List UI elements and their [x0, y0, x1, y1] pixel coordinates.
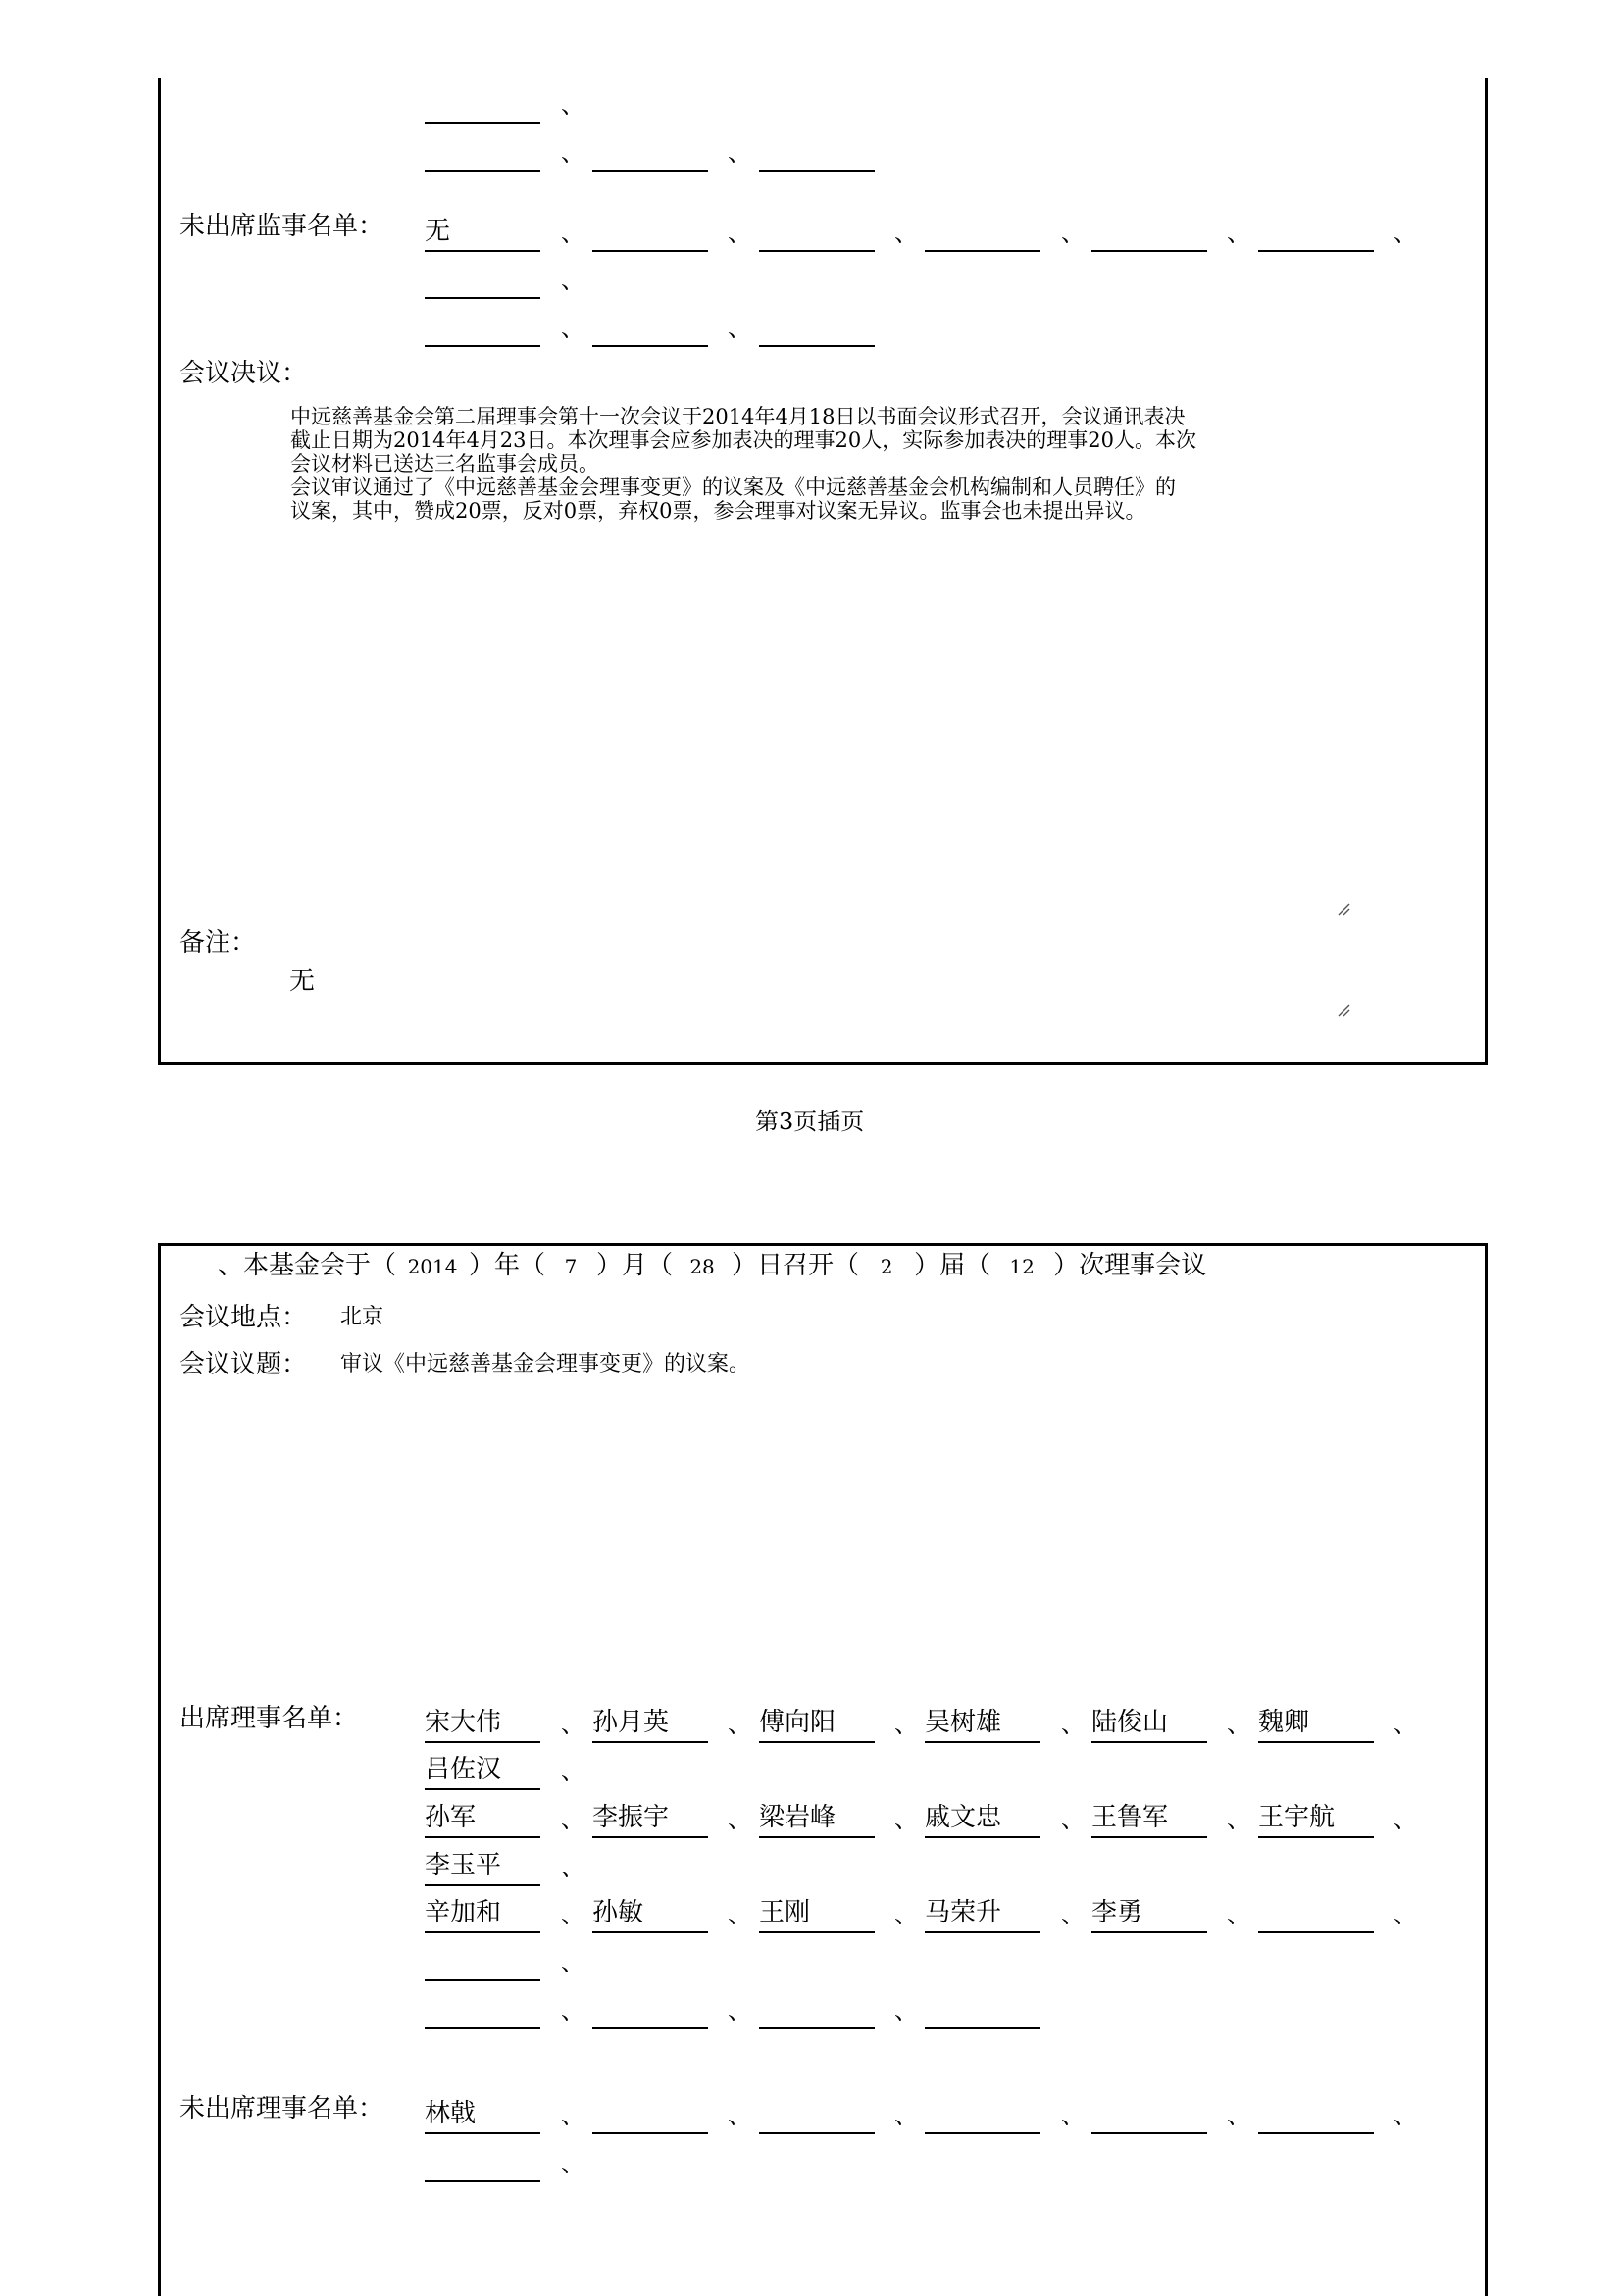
list-separator: 、	[1394, 220, 1417, 247]
header-session-suffix: ）届（	[914, 1251, 991, 1280]
page-insert-label: 第3页插页	[755, 1108, 865, 1135]
name-field[interactable]: 吴树雄	[925, 1704, 1040, 1743]
list-separator: 、	[1227, 220, 1250, 247]
resolution-line: 议案，其中，赞成20票，反对0票，弃权0票，参会理事对议案无异议。监事会也未提出异议。	[290, 499, 1146, 523]
list-separator: 、	[1394, 1901, 1417, 1928]
list-separator: 、	[1061, 1901, 1085, 1928]
resize-handle-icon[interactable]	[1337, 902, 1350, 916]
name-field[interactable]: 无	[425, 213, 540, 252]
list-separator: 、	[728, 315, 751, 342]
name-field[interactable]: 王鲁军	[1091, 1799, 1207, 1838]
header-session[interactable]: 2	[880, 1255, 893, 1278]
list-separator: 、	[728, 1901, 751, 1928]
name-field[interactable]: 宋大伟	[425, 1704, 540, 1743]
name-field[interactable]: 吕佐汉	[425, 1751, 540, 1790]
name-field[interactable]	[592, 308, 708, 347]
name-field[interactable]: 傅向阳	[759, 1704, 875, 1743]
header-year[interactable]: 2014	[407, 1255, 458, 1278]
name-field[interactable]	[425, 132, 540, 172]
name-field[interactable]	[425, 2143, 540, 2182]
list-separator: 、	[561, 2102, 584, 2129]
name-field[interactable]	[759, 213, 875, 252]
name-field[interactable]: 孙敏	[592, 1894, 708, 1933]
list-separator: 、	[894, 220, 918, 247]
list-separator: 、	[561, 1997, 584, 2024]
list-separator: 、	[1061, 1711, 1085, 1738]
resolution-line: 会议材料已送达三名监事会成员。	[290, 452, 599, 475]
list-separator: 、	[561, 139, 584, 167]
list-separator: 、	[561, 267, 584, 294]
list-separator: 、	[894, 1997, 918, 2024]
name-field[interactable]: 李振宇	[592, 1799, 708, 1838]
name-field[interactable]	[425, 1990, 540, 2029]
list-separator: 、	[561, 220, 584, 247]
name-field[interactable]: 李玉平	[425, 1847, 540, 1886]
list-separator: 、	[1394, 1711, 1417, 1738]
name-field[interactable]	[925, 213, 1040, 252]
list-separator: 、	[1227, 2102, 1250, 2129]
list-separator: 、	[1227, 1901, 1250, 1928]
resize-handle-icon[interactable]	[1337, 1003, 1350, 1017]
list-separator: 、	[561, 91, 584, 119]
name-field[interactable]	[425, 260, 540, 299]
list-separator: 、	[561, 315, 584, 342]
name-field[interactable]	[425, 308, 540, 347]
name-field[interactable]	[759, 1990, 875, 2029]
name-field[interactable]	[759, 132, 875, 172]
topic-value[interactable]: 审议《中远慈善基金会理事变更》的议案。	[340, 1352, 751, 1376]
list-separator: 、	[561, 1949, 584, 1976]
header-month[interactable]: 7	[564, 1255, 578, 1278]
list-separator: 、	[728, 2102, 751, 2129]
header-prefix: 、本基金会于（	[218, 1251, 397, 1280]
list-separator: 、	[894, 1711, 918, 1738]
location-label: 会议地点：	[179, 1303, 308, 1332]
list-separator: 、	[561, 1854, 584, 1881]
remarks-value[interactable]: 无	[289, 967, 316, 996]
name-field[interactable]	[592, 2095, 708, 2134]
resolution-line: 截止日期为2014年4月23日。本次理事会应参加表决的理事20人，实际参加表决的理事20人。本次	[290, 428, 1196, 452]
list-separator: 、	[1227, 1806, 1250, 1833]
name-field[interactable]: 魏卿	[1258, 1704, 1374, 1743]
remarks-label: 备注：	[179, 928, 257, 958]
list-separator: 、	[728, 220, 751, 247]
bottom-form-frame	[158, 1243, 1488, 2296]
absent-supervisors-label: 未出席监事名单：	[179, 212, 384, 241]
name-field[interactable]	[759, 308, 875, 347]
location-value[interactable]: 北京	[340, 1305, 384, 1329]
list-separator: 、	[561, 1806, 584, 1833]
name-field[interactable]	[1258, 1894, 1374, 1933]
header-meeting-suffix: ）次理事会议	[1053, 1251, 1207, 1280]
topic-label: 会议议题：	[179, 1350, 308, 1379]
name-field[interactable]	[1258, 2095, 1374, 2134]
name-field[interactable]	[925, 2095, 1040, 2134]
list-separator: 、	[561, 2150, 584, 2177]
list-separator: 、	[894, 1901, 918, 1928]
name-field[interactable]: 林戟	[425, 2095, 540, 2134]
list-separator: 、	[894, 2102, 918, 2129]
name-field[interactable]: 辛加和	[425, 1894, 540, 1933]
list-separator: 、	[561, 1711, 584, 1738]
name-field[interactable]	[925, 1990, 1040, 2029]
absent-directors-label: 未出席理事名单：	[179, 2094, 384, 2123]
name-field[interactable]: 李勇	[1091, 1894, 1207, 1933]
list-separator: 、	[728, 1711, 751, 1738]
list-separator: 、	[561, 1901, 584, 1928]
name-field[interactable]	[592, 213, 708, 252]
list-separator: 、	[894, 1806, 918, 1833]
name-field[interactable]	[759, 2095, 875, 2134]
list-separator: 、	[1061, 220, 1085, 247]
list-separator: 、	[1394, 2102, 1417, 2129]
name-field[interactable]	[425, 1942, 540, 1981]
header-month-suffix: ）月（	[596, 1251, 674, 1280]
list-separator: 、	[1394, 1806, 1417, 1833]
list-separator: 、	[561, 1758, 584, 1785]
name-field[interactable]	[425, 84, 540, 124]
header-day-suffix: ）日召开（	[732, 1251, 860, 1280]
resolution-text[interactable]	[290, 405, 1196, 523]
name-field[interactable]: 孙月英	[592, 1704, 708, 1743]
resolution-label: 会议决议：	[179, 359, 308, 388]
list-separator: 、	[1061, 2102, 1085, 2129]
name-field[interactable]: 王刚	[759, 1894, 875, 1933]
name-field[interactable]: 王宇航	[1258, 1799, 1374, 1838]
resolution-line: 中远慈善基金会第二届理事会第十一次会议于2014年4月18日以书面会议形式召开，会议通讯表决	[290, 405, 1186, 428]
header-meeting-number[interactable]: 12	[1009, 1255, 1035, 1278]
resolution-line: 会议审议通过了《中远慈善基金会理事变更》的议案及《中远慈善基金会机构编制和人员聘任》的	[290, 475, 1176, 499]
name-field[interactable]: 戚文忠	[925, 1799, 1040, 1838]
list-separator: 、	[728, 1997, 751, 2024]
header-day[interactable]: 28	[689, 1255, 715, 1278]
attending-directors-label: 出席理事名单：	[179, 1704, 359, 1733]
name-field[interactable]: 陆俊山	[1091, 1704, 1207, 1743]
list-separator: 、	[1061, 1806, 1085, 1833]
name-field[interactable]: 马荣升	[925, 1894, 1040, 1933]
header-year-suffix: ）年（	[469, 1251, 546, 1280]
name-field[interactable]	[592, 1990, 708, 2029]
name-field[interactable]	[592, 132, 708, 172]
list-separator: 、	[728, 139, 751, 167]
name-field[interactable]: 梁岩峰	[759, 1799, 875, 1838]
name-field[interactable]	[1258, 213, 1374, 252]
meeting-header	[218, 1249, 1206, 1283]
list-separator: 、	[728, 1806, 751, 1833]
name-field[interactable]	[1091, 2095, 1207, 2134]
name-field[interactable]: 孙军	[425, 1799, 540, 1838]
list-separator: 、	[1227, 1711, 1250, 1738]
name-field[interactable]	[1091, 213, 1207, 252]
